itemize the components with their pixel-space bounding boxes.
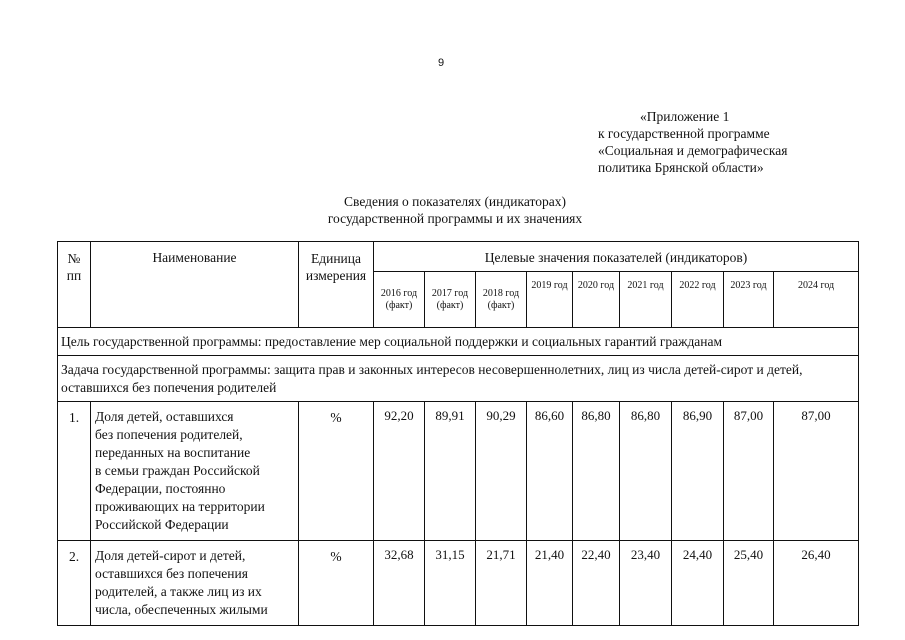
row-unit: %	[299, 541, 374, 626]
header-number-line: №	[67, 251, 81, 266]
appendix-note	[598, 108, 787, 176]
row-name-line: Федерации, постоянно	[95, 481, 226, 496]
year-note: (факт)	[436, 299, 464, 311]
row-value: 86,80	[620, 402, 672, 541]
row-value: 90,29	[476, 402, 527, 541]
row-name-line: родителей, а также лиц из их	[95, 584, 262, 599]
year-label: 2024 год	[797, 280, 835, 291]
row-value: 86,80	[573, 402, 620, 541]
row-value: 89,91	[425, 402, 476, 541]
appendix-line: политика Брянской области»	[598, 160, 764, 175]
year-note: (факт)	[487, 299, 515, 311]
header-year	[374, 272, 425, 328]
row-value: 26,40	[774, 541, 859, 626]
year-label: 2020 год	[577, 280, 615, 291]
appendix-line: к государственной программе	[598, 126, 770, 141]
year-label: 2018 год	[482, 287, 520, 299]
row-name-line: числа, обеспеченных жилыми	[95, 602, 268, 617]
header-year	[476, 272, 527, 328]
page-number: 9	[438, 57, 445, 69]
year-label: 2021 год	[627, 280, 664, 291]
header-unit-line: измерения	[305, 268, 367, 283]
row-name-line: Доля детей-сирот и детей,	[95, 548, 246, 563]
header-number	[58, 242, 91, 328]
header-number-line: пп	[66, 268, 82, 283]
year-note: (факт)	[385, 299, 413, 311]
header-unit-line: Единица	[310, 251, 361, 266]
row-name-line: Доля детей, оставшихся	[95, 409, 234, 424]
header-year	[672, 272, 724, 328]
header-target-values: Целевые значения показателей (индикаторов)	[374, 242, 859, 272]
header-year	[573, 272, 620, 328]
table-row	[58, 541, 859, 626]
header-unit	[299, 242, 374, 328]
row-value: 92,20	[374, 402, 425, 541]
row-unit: %	[299, 402, 374, 541]
appendix-line: «Социальная и демографическая	[598, 143, 788, 158]
row-value: 25,40	[724, 541, 774, 626]
row-number: 2.	[58, 541, 91, 626]
header-row	[58, 242, 859, 272]
year-label: 2016 год	[380, 287, 418, 299]
header-year	[724, 272, 774, 328]
goal-text: Цель государственной программы: предоставление мер социальной поддержки и социальных гарантий гражданам	[58, 328, 859, 356]
header-name: Наименование	[91, 242, 299, 328]
row-value: 22,40	[573, 541, 620, 626]
year-label: 2023 год	[730, 280, 767, 291]
row-name-line: без попечения родителей,	[95, 427, 243, 442]
row-value: 86,90	[672, 402, 724, 541]
year-label: 2017 год	[431, 287, 469, 299]
appendix-line: «Приложение 1	[640, 109, 730, 124]
year-label: 2022 год	[679, 280, 716, 291]
row-name-line: оставшихся без попечения	[95, 566, 248, 581]
header-year	[425, 272, 476, 328]
row-value: 87,00	[724, 402, 774, 541]
indicators-table	[57, 241, 859, 626]
row-name-line: переданных на воспитание	[95, 445, 251, 460]
goal-row	[58, 328, 859, 356]
row-name-line: в семьи граждан Российской	[95, 463, 260, 478]
document-title	[290, 193, 620, 227]
table-row	[58, 402, 859, 541]
row-name	[91, 541, 299, 626]
row-value: 21,71	[476, 541, 527, 626]
title-line: Сведения о показателях (индикаторах)	[344, 194, 566, 209]
row-name-line: проживающих на территории	[95, 499, 265, 514]
header-year	[527, 272, 573, 328]
header-year	[620, 272, 672, 328]
row-value: 86,60	[527, 402, 573, 541]
row-name	[91, 402, 299, 541]
task-row	[58, 356, 859, 402]
row-value: 31,15	[425, 541, 476, 626]
year-label: 2019 год	[531, 280, 568, 291]
title-line: государственной программы и их значениях	[327, 211, 583, 226]
header-year	[774, 272, 859, 328]
row-value: 23,40	[620, 541, 672, 626]
row-number: 1.	[58, 402, 91, 541]
row-value: 87,00	[774, 402, 859, 541]
row-value: 32,68	[374, 541, 425, 626]
row-name-line: Российской Федерации	[95, 517, 229, 532]
task-text: Задача государственной программы: защита прав и законных интересов несовершеннолетних, лиц из числа детей-сирот и детей, оставшихся без попечения родителей	[58, 356, 859, 402]
row-value: 21,40	[527, 541, 573, 626]
row-value: 24,40	[672, 541, 724, 626]
